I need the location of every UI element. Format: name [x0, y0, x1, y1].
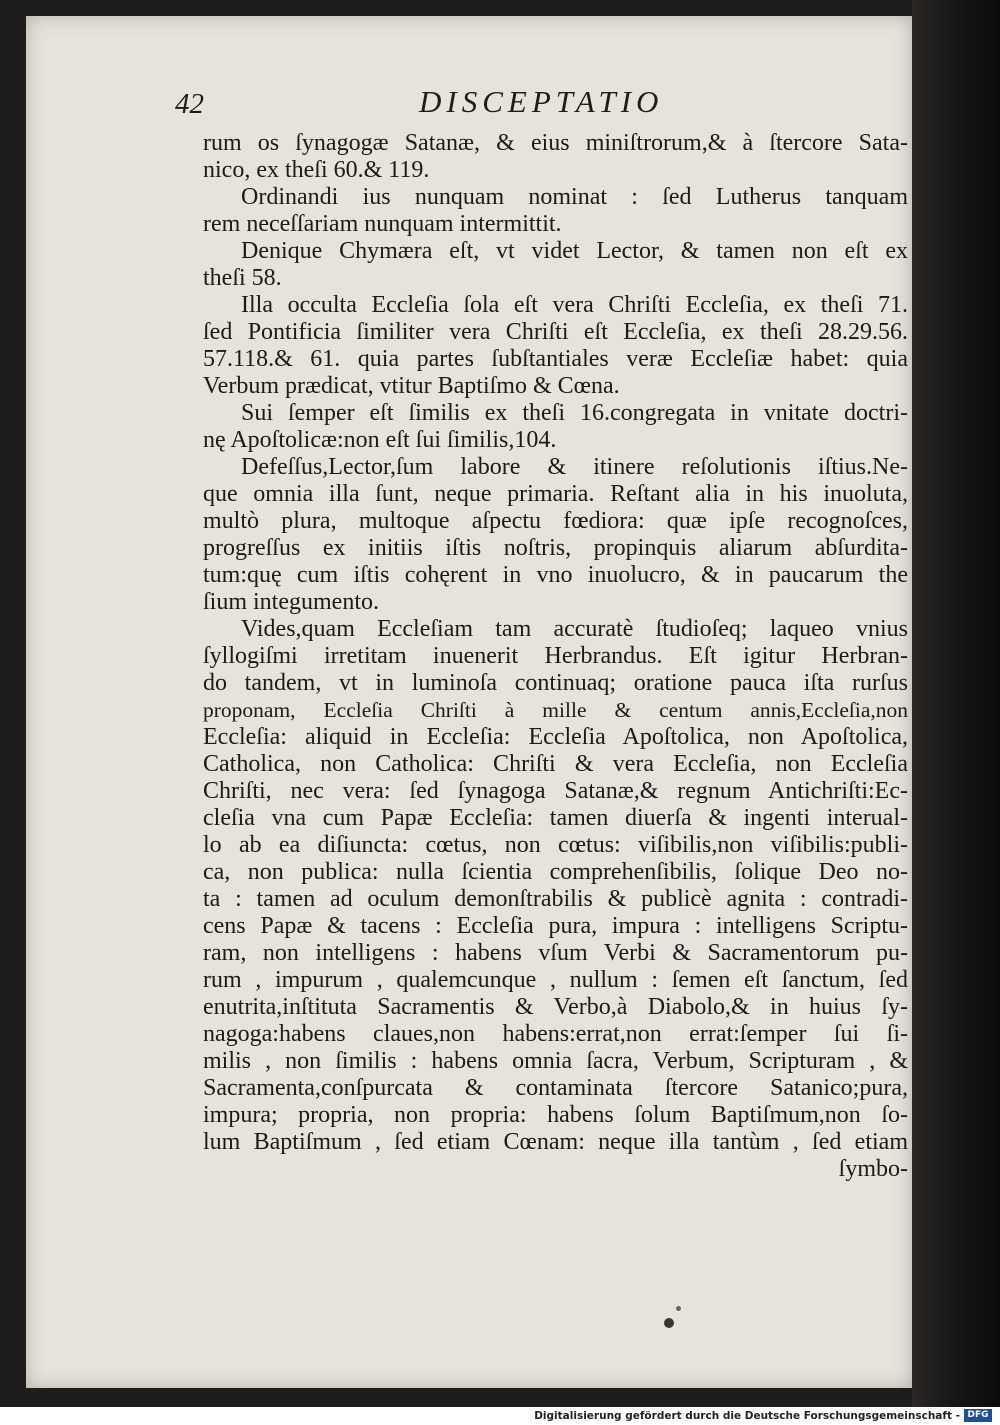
dfg-logo: DFG [964, 1409, 992, 1422]
text-line: ram, non intelligens : habens vſum Verbi & Sacramentorum pu- [203, 940, 908, 966]
text-line: que omnia illa ſunt, neque primaria. Reſtant alia in his inuoluta, [203, 481, 908, 507]
text-line: ta : tamen ad oculum demonſtrabilis & publicè agnita : contradi- [203, 886, 908, 912]
text-line: ſymbo- [838, 1156, 908, 1182]
text-line: proponam, Eccleſia Chriſti à mille & centum annis,Eccleſia,non [203, 698, 908, 722]
text-line: Defeſſus,Lector,ſum labore & itinere reſolutionis iſtius.Ne- [241, 454, 908, 480]
page-header [175, 84, 715, 124]
running-title: DISCEPTATIO [419, 84, 664, 119]
text-line: Illa occulta Eccleſia ſola eſt vera Chriſti Eccleſia, ex theſi 71. [241, 292, 908, 318]
ornament-dot-small [676, 1306, 681, 1311]
text-line: nagoga:habens claues,non habens:errat,non errat:ſemper ſui ſi- [203, 1021, 908, 1047]
footer-bar [0, 1407, 1000, 1425]
text-line: ca, non publica: nulla ſcientia comprehenſibilis, ſolique Deo no- [203, 859, 908, 885]
text-line: progreſſus ex initiis iſtis noſtris, propinquis aliarum abſurdita- [203, 535, 908, 561]
text-line: rum , impurum , qualemcunque , nullum : ſemen eſt ſanctum, ſed [203, 967, 908, 993]
text-line: ſium integumento. [203, 589, 379, 615]
text-line: Sacramenta,conſpurcata & contaminata ſtercore Satanico;pura, [203, 1075, 908, 1101]
text-line: lum Baptiſmum , ſed etiam Cœnam: neque illa tantùm , ſed etiam [203, 1129, 908, 1155]
text-line: cleſia vna cum Papæ Eccleſia: tamen diuerſa & ingenti interual- [203, 805, 908, 831]
ornament-dot [664, 1318, 674, 1328]
text-line: nico, ex theſi 60.& 119. [203, 157, 430, 183]
body-text [203, 130, 908, 1183]
text-line: ſyllogiſmi irretitam inuenerit Herbrandus. Eſt igitur Herbran- [203, 643, 908, 669]
text-line: rum os ſynagogæ Satanæ, & eius miniſtrorum,& à ſtercore Sata- [203, 130, 908, 156]
text-line: milis , non ſimilis : habens omnia ſacra, Verbum, Scripturam , & [203, 1048, 908, 1074]
text-line: enutrita,inſtituta Sacramentis & Verbo,à Diabolo,& in huius ſy- [203, 994, 908, 1020]
text-line: do tandem, vt in luminoſa continuaq; oratione pauca iſta rurſus [203, 670, 908, 696]
text-line: multò plura, multoque aſpectu fœdiora: quæ ipſe recognoſces, [203, 508, 908, 534]
funding-credit: Digitalisierung gefördert durch die Deutsche Forschungsgemeinschaft - [534, 1410, 960, 1422]
text-line: Denique Chymæra eſt, vt videt Lector, & tamen non eſt ex [241, 238, 908, 264]
text-line: Verbum prædicat, vtitur Baptiſmo & Cœna. [203, 373, 620, 399]
text-line: impura; propria, non propria: habens ſolum Baptiſmum,non ſo- [203, 1102, 908, 1128]
text-line: Chriſti, nec vera: ſed ſynagoga Satanæ,& regnum Antichriſti:Ec- [203, 778, 908, 804]
text-line: Sui ſemper eſt ſimilis ex theſi 16.congregata in vnitate doctri- [241, 400, 908, 426]
text-line: Eccleſia: aliquid in Eccleſia: Eccleſia Apoſtolica, non Apoſtolica, [203, 724, 908, 750]
text-line: Ordinandi ius nunquam nominat : ſed Lutherus tanquam [241, 184, 908, 210]
text-line: Catholica, non Catholica: Chriſti & vera Eccleſia, non Eccleſia [203, 751, 908, 777]
text-line: ſed Pontificia ſimiliter vera Chriſti eſt Eccleſia, ex theſi 28.29.56. [203, 319, 908, 345]
text-line: cens Papæ & tacens : Eccleſia pura, impura : intelligens Scriptu- [203, 913, 908, 939]
text-line: lo ab ea diſiuncta: cœtus, non cœtus: viſibilis,non viſibilis:publi- [203, 832, 908, 858]
text-line: theſi 58. [203, 265, 282, 291]
text-line: 57.118.& 61. quia partes ſubſtantiales veræ Eccleſiæ habet: quia [203, 346, 908, 372]
text-line: Vides,quam Eccleſiam tam accuratè ſtudioſeq; laqueo vnius [241, 616, 908, 642]
book-edge [912, 0, 1000, 1407]
text-line: nę Apoſtolicæ:non eſt ſui ſimilis,104. [203, 427, 557, 453]
text-line: tum:quę cum iſtis cohęrent in vno inuolucro, & in paucarum the [203, 562, 908, 588]
page-number: 42 [175, 88, 204, 120]
text-line: rem neceſſariam nunquam intermittit. [203, 211, 562, 237]
